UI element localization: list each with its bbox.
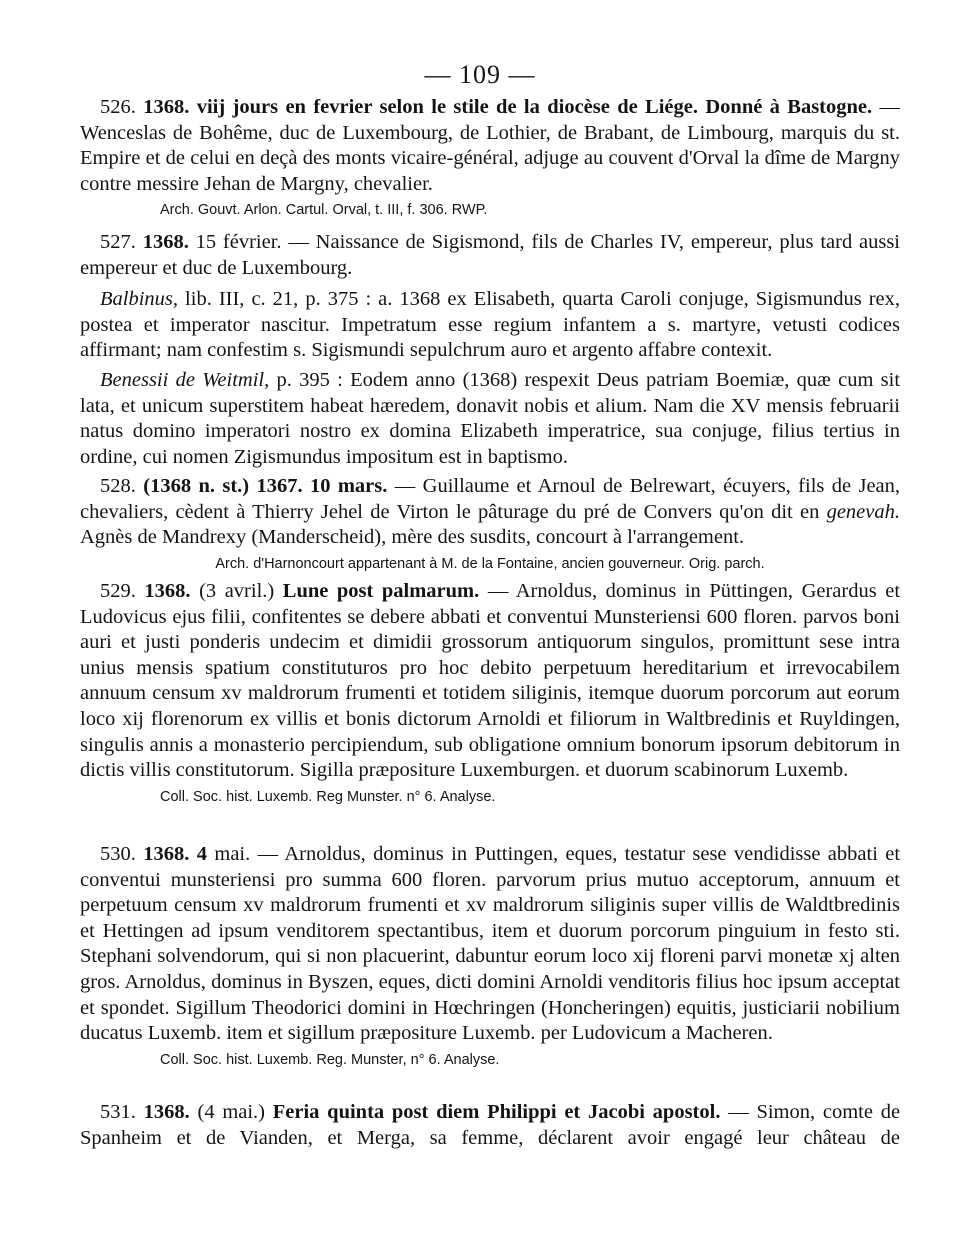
entry-date: 1368. bbox=[143, 1101, 190, 1123]
entry-date-rest: mai. bbox=[214, 843, 251, 865]
entry-source: Coll. Soc. hist. Luxemb. Reg. Munster, n° 6. Analyse. bbox=[160, 1051, 500, 1068]
note-author: Benessii de Weitmil, bbox=[100, 368, 270, 391]
entry-text bbox=[80, 579, 900, 784]
entry-italic-term: genevah. bbox=[826, 500, 900, 523]
entry-number: 530. bbox=[100, 843, 136, 865]
entry-date: 1368. viij jours en fevrier selon le stile de la diocèse de Liége. Donné à Bastogne. bbox=[143, 96, 873, 118]
entry-date: 1368. bbox=[142, 231, 189, 253]
entry-number: 531. bbox=[100, 1101, 136, 1123]
entry-title: Lune post palmarum. bbox=[282, 580, 480, 602]
entry-body: — Simon, comte de Spanheim et de Vianden, et Merga, sa femme, déclarent avoir engagé leur château de bbox=[80, 1101, 901, 1149]
entry-date: (1368 n. st.) 1367. 10 mars. bbox=[143, 475, 388, 497]
entry-528 bbox=[80, 474, 900, 573]
note-author: Balbinus, bbox=[100, 288, 179, 311]
entry-text bbox=[80, 230, 900, 281]
entry-date-rest: (4 mai.) bbox=[197, 1101, 266, 1123]
entry-source: Arch. d'Harnoncourt appartenant à M. de la Fontaine, ancien gouverneur. Orig. parch. bbox=[215, 555, 765, 572]
entry-529 bbox=[80, 579, 900, 806]
entry-526 bbox=[80, 95, 900, 219]
entry-text bbox=[80, 1100, 900, 1151]
entry-530 bbox=[80, 842, 900, 1069]
entry-531 bbox=[80, 1100, 900, 1151]
entry-number: 526. bbox=[100, 96, 136, 118]
entry-body: — Guillaume et Arnoul de Belrewart, écuyers, fils de Jean, chevaliers, cèdent à Thierry Jehel de Virton le pâturage du pré de Convers qu'on dit en bbox=[80, 475, 901, 523]
page-number: — 109 — bbox=[424, 60, 536, 89]
entry-text bbox=[80, 474, 900, 551]
note-text: lib. III, c. 21, p. 375 : a. 1368 ex Elisabeth, quarta Caroli conjuge, Sigismundus rex, postea et imperator nascitur. Impetratum esse regium infantem a s. martyre, vetusti codices affirmant; nam confestim s. Sigismundi sepulchrum auro et argento affabre contexit. bbox=[80, 288, 900, 362]
entry-date-rest: 15 février. bbox=[195, 231, 282, 253]
entry-source: Coll. Soc. hist. Luxemb. Reg Munster. n° 6. Analyse. bbox=[160, 788, 496, 805]
entry-number: 527. bbox=[100, 231, 136, 253]
entry-body: — Wenceslas de Bohême, duc de Luxembourg, de Lothier, de Brabant, de Limbourg, marquis du st. Empire et de celui en deçà des monts vicaire-général, adjuge au couvent d'Orval la dîme de Margny contre messire Jehan de Margny, chevalier. bbox=[80, 96, 900, 195]
entry-text bbox=[80, 842, 900, 1047]
entry-title: Feria quinta post diem Philippi et Jacobi apostol. bbox=[272, 1101, 721, 1123]
entry-number: 529. bbox=[100, 580, 136, 602]
entry-source: Arch. Gouvt. Arlon. Cartul. Orval, t. III, f. 306. RWP. bbox=[160, 202, 488, 219]
entry-527 bbox=[80, 230, 900, 470]
entry-date-rest: (3 avril.) bbox=[199, 580, 275, 602]
entry-note bbox=[80, 368, 900, 470]
entry-date: 1368. bbox=[144, 580, 191, 602]
entry-number: 528. bbox=[100, 475, 136, 497]
entry-body: — Arnoldus, dominus in Püttingen, Gerardus et Ludovicus ejus filii, confitentes se debere abbati et conventui Munsteriensi 600 floren. parvos boni auri et justi ponderis undecim et dimidii grossorum antiquorum singulos, promittunt sese intra unius mensis spatium constituturos pro hoc debito perpetuum hereditarium et irrevocabilem annuum censum xv maldrorum frumenti et totidem siliginis, itemque duorum porcorum aut eorum loco xij florenorum ex villis et bonis dictorum Arnoldi et filiorum in Waltbredinis et Ruyldingen, singulis annis a monasterio percipiendum, sub obligatione omnium bonorum ipsorum debitorum in dictis villis constitutorum. Sigilla præpositure Luxemburgen. et duorum scabinorum Luxemb. bbox=[80, 580, 901, 782]
note-text: p. 395 : Eodem anno (1368) respexit Deus patriam Boemiæ, quæ cum sit lata, et unicum superstitem habeat hæredem, donavit nobis et alium. Nam die XV mensis februarii natus domino imperatori nostro ex domina Elizabeth imperatrice, sua conjuge, filius tertius in ordine, cui nomen Zigismundus impositum est in baptismo. bbox=[80, 368, 901, 468]
entry-note bbox=[80, 287, 900, 364]
entry-body: — Naissance de Sigismond, fils de Charles IV, empereur, plus tard aussi empereur et duc de Luxembourg. bbox=[80, 231, 901, 279]
entry-text bbox=[80, 95, 900, 197]
entry-body: — Arnoldus, dominus in Puttingen, eques, testatur sese vendidisse abbati et conventui munsteriensi pro summa 600 floren. parvorum prius mutuo acceptorum, annuum et perpetuum censum xv maldrorum frumenti et xv maldrorum siliginis super villis de Waldtbredinis et Hettingen ad ipsum venditorem spectantibus, item et duorum porcorum pinguium in festo sti. Stephani solvendorum, qui si non placuerint, dabuntur eorum loco xij floreni parvi monetæ xj alten gros. Arnoldus, dominus in Byszen, eques, dicti domini Arnoldi venditoris filius hoc ipsum acceptat et spondet. Sigillum Theodorici domini in Hœchringen (Honcheringen) equitis, justiciarii nobilium ducatus Luxemb. item et sigillum præpositure Luxemb. per Ludovicum a Macheren. bbox=[80, 843, 901, 1045]
entry-date: 1368. 4 bbox=[143, 843, 207, 865]
entry-body: Agnès de Mandrexy (Manderscheid), mère des susdits, concourt à l'arrangement. bbox=[80, 526, 745, 549]
